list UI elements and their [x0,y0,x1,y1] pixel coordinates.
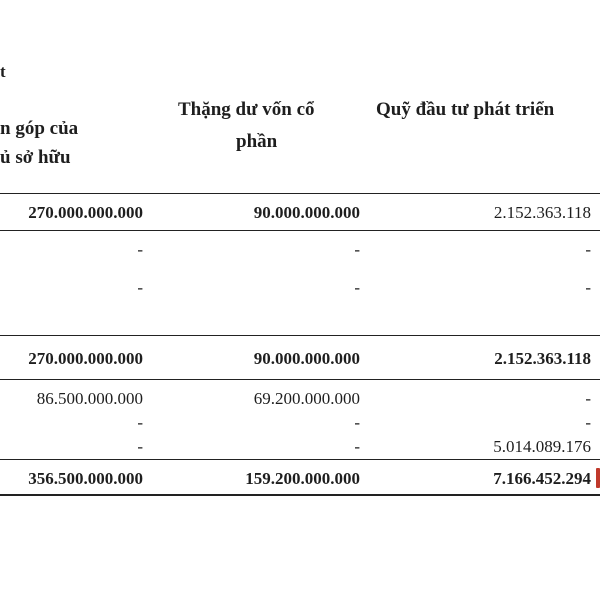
table-rule [0,459,600,460]
col1-header-line2: ủ sở hữu [0,147,71,168]
total-value: 159.200.000.000 [245,469,360,488]
table-rule [0,494,600,496]
row-value: - [137,413,143,432]
row-value: - [354,278,360,297]
col1-header-line1: n góp của [0,118,79,139]
row-value: 5.014.089.176 [493,437,591,456]
table-rule [0,230,600,231]
row-value: - [354,240,360,259]
total-value: 356.500.000.000 [28,469,143,488]
row-value: 90.000.000.000 [253,349,360,368]
row-value: 2.152.363.118 [493,203,591,222]
red-mark [596,468,600,488]
row-value: - [585,240,591,259]
row-value: 90.000.000.000 [253,203,360,222]
row-value: 270.000.000.000 [28,349,143,368]
table-rule [0,193,600,194]
header-fragment: t [0,62,6,81]
row-value: 86.500.000.000 [36,389,143,408]
table-rule [0,335,600,336]
row-value: - [585,413,591,432]
row-value: - [585,389,591,408]
total-value: 7.166.452.294 [493,469,591,488]
col3-header: Quỹ đầu tư phát triển [376,99,555,120]
row-value: - [137,437,143,456]
row-value: - [354,413,360,432]
row-value: - [585,278,591,297]
row-value: - [137,278,143,297]
row-value: - [137,240,143,259]
table-rule [0,379,600,380]
row-value: 270.000.000.000 [28,203,143,222]
row-value: 2.152.363.118 [494,349,591,368]
col2-header-line1: Thặng dư vốn cổ [178,99,315,120]
row-value: 69.200.000.000 [253,389,360,408]
col2-header-line2: phần [236,131,278,152]
row-value: - [354,437,360,456]
